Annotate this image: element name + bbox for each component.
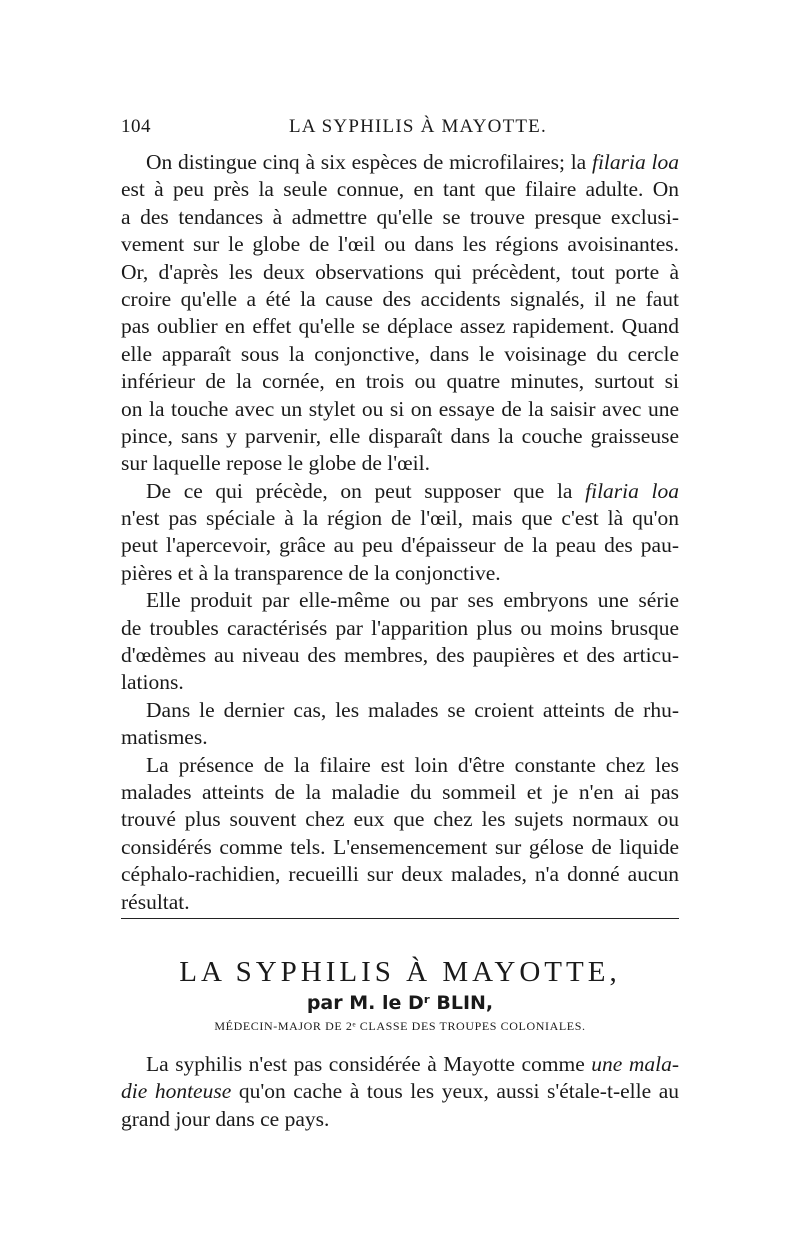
- text-line: [121, 204, 679, 231]
- text-run: on la touche avec un stylet ou si on essaye de la saisir avec une: [121, 396, 679, 421]
- text-line: [121, 286, 679, 313]
- text-line: [121, 313, 679, 340]
- italic-text: die honteuse: [121, 1079, 232, 1104]
- text-line: [121, 752, 679, 779]
- page-number: 104: [121, 116, 151, 137]
- text-run: céphalo-rachidien, recueilli sur deux malades, n'a donné aucun: [121, 862, 679, 887]
- text-line: [121, 560, 679, 587]
- text-run: On distingue cinq à six espèces de microfilaires; la: [146, 150, 592, 174]
- article-intro: [121, 1051, 679, 1133]
- text-run: lations.: [121, 670, 184, 695]
- text-line: [121, 341, 679, 368]
- text-run: elle apparaît sous la conjonctive, dans le voisinage du cercle: [121, 341, 679, 366]
- italic-text: filaria loa: [591, 150, 679, 174]
- text-run: est à peu près la seule connue, en tant que filaire adulte. On: [121, 177, 679, 202]
- text-run: Dans le dernier cas, les malades se croient atteints de rhu-: [146, 697, 679, 722]
- text-run: vement sur le globe de l'œil ou dans les régions avoisinantes.: [121, 232, 679, 257]
- text-line: [121, 259, 679, 286]
- text-line: [121, 149, 679, 176]
- text-line: [121, 176, 679, 203]
- text-line: [121, 889, 679, 916]
- text-line: [121, 423, 679, 450]
- text-line: [121, 368, 679, 395]
- text-run: qu'on cache à tous les yeux, aussi s'étale-t-elle au: [231, 1079, 679, 1104]
- author-affiliation: MÉDECIN-MAJOR DE 2ᵉ CLASSE DES TROUPES COLONIALES.: [214, 1019, 586, 1033]
- text-line: [121, 724, 679, 751]
- text-line: [121, 1078, 679, 1105]
- text-line: [121, 396, 679, 423]
- text-line: [121, 532, 679, 559]
- text-run: de troubles caractérisés par l'apparition plus ou moins brusque: [121, 615, 679, 640]
- text-run: n'est pas spéciale à la région de l'œil, mais que c'est là qu'on: [121, 506, 679, 531]
- text-line: [121, 861, 679, 888]
- text-run: sur laquelle repose le globe de l'œil.: [121, 451, 430, 476]
- text-run: malades atteints de la maladie du sommeil et je n'en ai pas: [121, 779, 679, 804]
- text-run: grand jour dans ce pays.: [121, 1106, 330, 1131]
- text-run: pières et à la transparence de la conjonctive.: [121, 560, 501, 585]
- running-title: LA SYPHILIS À MAYOTTE.: [289, 116, 547, 137]
- italic-text: filaria loa: [585, 478, 679, 503]
- text-run: d'œdèmes au niveau des membres, des paupières et des articu-: [121, 643, 679, 668]
- text-run: pince, sans y parvenir, elle disparaît dans la couche graisseuse: [121, 423, 679, 448]
- section-separator: [121, 918, 679, 919]
- text-run: peut l'apercevoir, grâce au peu d'épaisseur de la peau des pau-: [121, 533, 679, 558]
- text-line: [121, 669, 679, 696]
- article-byline: par M. le Dʳ BLIN,: [306, 992, 494, 1014]
- text-run: De ce qui précède, on peut supposer que la: [146, 478, 586, 503]
- text-line: [121, 642, 679, 669]
- text-line: [121, 505, 679, 532]
- text-line: [121, 779, 679, 806]
- text-run: résultat.: [121, 889, 190, 914]
- text-line: [121, 587, 679, 614]
- text-line: [121, 834, 679, 861]
- text-line: [121, 1051, 679, 1078]
- text-line: [121, 697, 679, 724]
- text-run: croire qu'elle a été la cause des accidents signalés, il ne faut: [121, 286, 679, 311]
- italic-text: une mala-: [591, 1052, 679, 1076]
- text-line: [121, 450, 679, 477]
- text-run: trouvé plus souvent chez eux que chez les sujets normaux ou: [121, 807, 679, 832]
- text-run: a des tendances à admettre qu'elle se trouve presque exclusi-: [121, 204, 679, 229]
- text-line: [121, 1106, 679, 1133]
- body-text: [121, 149, 679, 916]
- text-run: pas oublier en effet qu'elle se déplace assez rapidement. Quand: [121, 314, 679, 339]
- text-run: Elle produit par elle-même ou par ses embryons une série: [146, 588, 679, 613]
- text-line: [121, 615, 679, 642]
- text-line: [121, 231, 679, 258]
- text-run: inférieur de la cornée, en trois ou quatre minutes, surtout si: [121, 369, 679, 394]
- page-header: [121, 116, 679, 140]
- text-run: considérés comme tels. L'ensemencement sur gélose de liquide: [121, 834, 679, 859]
- text-line: [121, 478, 679, 505]
- text-run: La présence de la filaire est loin d'être constante chez les: [146, 752, 679, 777]
- text-line: [121, 806, 679, 833]
- text-run: matismes.: [121, 725, 208, 750]
- article-title: LA SYPHILIS À MAYOTTE,: [179, 956, 621, 988]
- text-run: Or, d'après les deux observations qui précèdent, tout porte à: [121, 259, 679, 284]
- text-run: La syphilis n'est pas considérée à Mayotte comme: [146, 1052, 592, 1076]
